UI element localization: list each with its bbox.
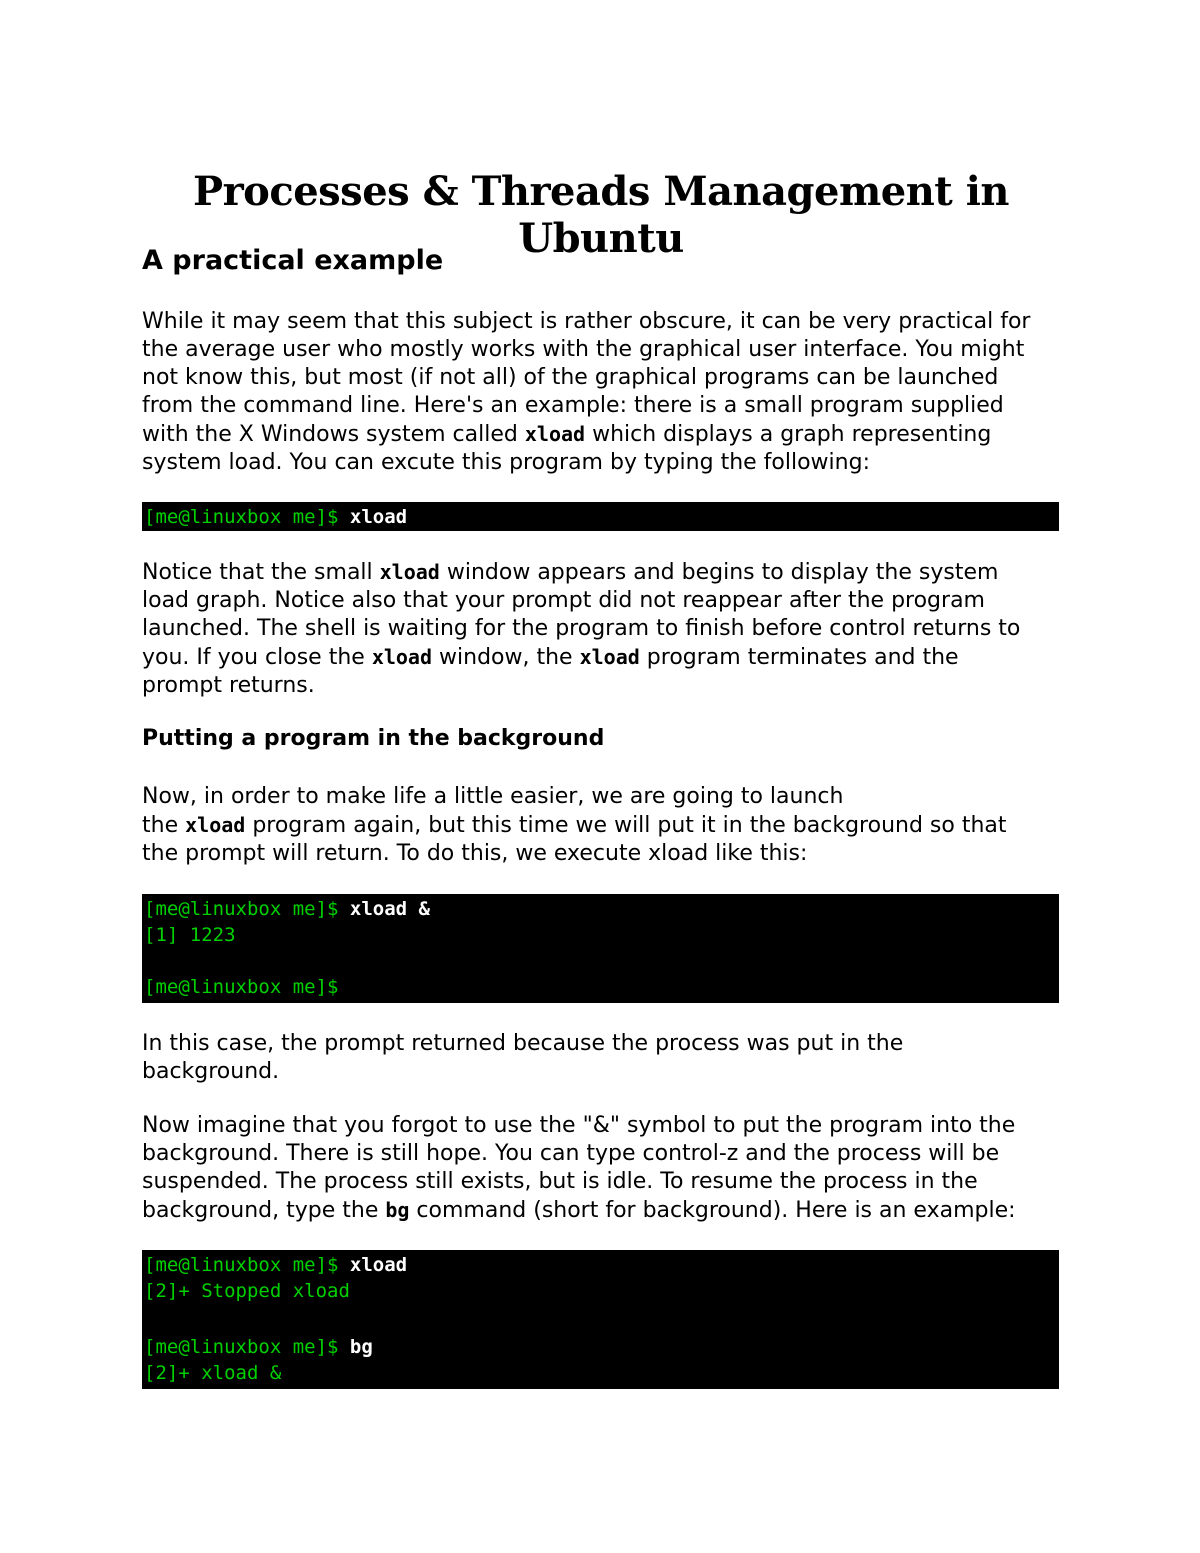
terminal-line bbox=[144, 1252, 1059, 1278]
text-line bbox=[142, 558, 1060, 587]
section-heading-background: Putting a program in the background bbox=[142, 726, 605, 751]
text-line: load graph. Notice also that your prompt did not reappear after the program bbox=[142, 588, 985, 613]
terminal-line bbox=[144, 974, 1059, 1000]
inline-code-xload: xload bbox=[579, 645, 640, 669]
text-line: While it may seem that this subject is rather obscure, it can be very practical for bbox=[142, 309, 1031, 334]
background-intro-paragraph bbox=[142, 783, 1060, 868]
control-z-paragraph bbox=[142, 1112, 1060, 1225]
text-line: background. bbox=[142, 1059, 280, 1084]
inline-code-xload: xload bbox=[524, 422, 586, 446]
terminal-block-xload-background bbox=[142, 894, 1059, 1003]
xload-explanation-paragraph bbox=[142, 558, 1060, 700]
text-line: the average user who mostly works with the graphical user interface. You might bbox=[142, 337, 1025, 362]
text-segment: window, the bbox=[432, 645, 580, 670]
text-line: the prompt will return. To do this, we execute xload like this: bbox=[142, 841, 808, 866]
inline-code-xload: xload bbox=[185, 813, 246, 837]
text-segment: command (short for background). Here is an example: bbox=[409, 1198, 1016, 1223]
intro-paragraph bbox=[142, 308, 1060, 477]
shell-prompt: [me@linuxbox me]$ bbox=[144, 898, 350, 920]
shell-prompt: [me@linuxbox me]$ bbox=[144, 1254, 350, 1276]
terminal-output-line: [1] 1223 bbox=[144, 924, 236, 946]
text-line bbox=[142, 1196, 1060, 1225]
terminal-line bbox=[144, 1334, 1059, 1360]
shell-command: xload bbox=[349, 506, 408, 528]
terminal-block-bg-example bbox=[142, 1250, 1059, 1389]
text-segment: program again, but this time we will put it in the background so that bbox=[245, 813, 1007, 838]
text-line: Now, in order to make life a little easier, we are going to launch bbox=[142, 784, 844, 809]
inline-code-bg: bg bbox=[385, 1198, 410, 1222]
text-line: background. There is still hope. You can type control-z and the process will be bbox=[142, 1141, 1000, 1166]
text-line: launched. The shell is waiting for the program to finish before control returns to bbox=[142, 616, 1021, 641]
shell-prompt: [me@linuxbox me]$ bbox=[144, 976, 339, 998]
text-line: In this case, the prompt returned because the process was put in the bbox=[142, 1031, 904, 1056]
terminal-output-line: [2]+ Stopped xload bbox=[144, 1280, 350, 1302]
inline-code-xload: xload bbox=[379, 560, 440, 584]
text-segment: Notice that the small bbox=[142, 560, 380, 585]
text-line: prompt returns. bbox=[142, 673, 315, 698]
shell-command: xload bbox=[349, 1254, 408, 1276]
text-line bbox=[142, 811, 1060, 840]
shell-command: xload & bbox=[349, 898, 430, 920]
document-title: Processes & Threads Management in Ubuntu bbox=[193, 168, 1009, 262]
text-segment: window appears and begins to display the system bbox=[439, 560, 999, 585]
terminal-line bbox=[144, 896, 1059, 922]
text-line bbox=[142, 420, 1060, 449]
section-heading-practical-example: A practical example bbox=[142, 245, 444, 276]
shell-prompt: [me@linuxbox me]$ bbox=[144, 1336, 350, 1358]
text-line: not know this, but most (if not all) of the graphical programs can be launched bbox=[142, 365, 999, 390]
text-segment: program terminates and the bbox=[639, 645, 959, 670]
terminal-block-xload bbox=[142, 502, 1059, 531]
text-segment: you. If you close the bbox=[142, 645, 372, 670]
text-line: suspended. The process still exists, but is idle. To resume the process in the bbox=[142, 1169, 978, 1194]
terminal-blank-line bbox=[144, 948, 1059, 974]
text-segment: which displays a graph representing bbox=[585, 422, 992, 447]
text-line bbox=[142, 643, 1060, 672]
text-segment: the bbox=[142, 813, 186, 838]
text-segment: with the X Windows system called bbox=[142, 422, 525, 447]
shell-prompt: [me@linuxbox me]$ bbox=[144, 506, 350, 528]
text-line: system load. You can excute this program by typing the following: bbox=[142, 450, 870, 475]
terminal-output-line: [2]+ xload & bbox=[144, 1362, 282, 1384]
terminal-line bbox=[144, 504, 1059, 530]
shell-command: bg bbox=[349, 1336, 373, 1358]
text-line: from the command line. Here's an example: there is a small program supplied bbox=[142, 393, 1004, 418]
prompt-returned-paragraph bbox=[142, 1030, 1060, 1086]
text-line: Now imagine that you forgot to use the "&" symbol to put the program into the bbox=[142, 1113, 1016, 1138]
text-segment: background, type the bbox=[142, 1198, 386, 1223]
inline-code-xload: xload bbox=[371, 645, 433, 669]
terminal-blank-line bbox=[144, 1304, 1059, 1334]
